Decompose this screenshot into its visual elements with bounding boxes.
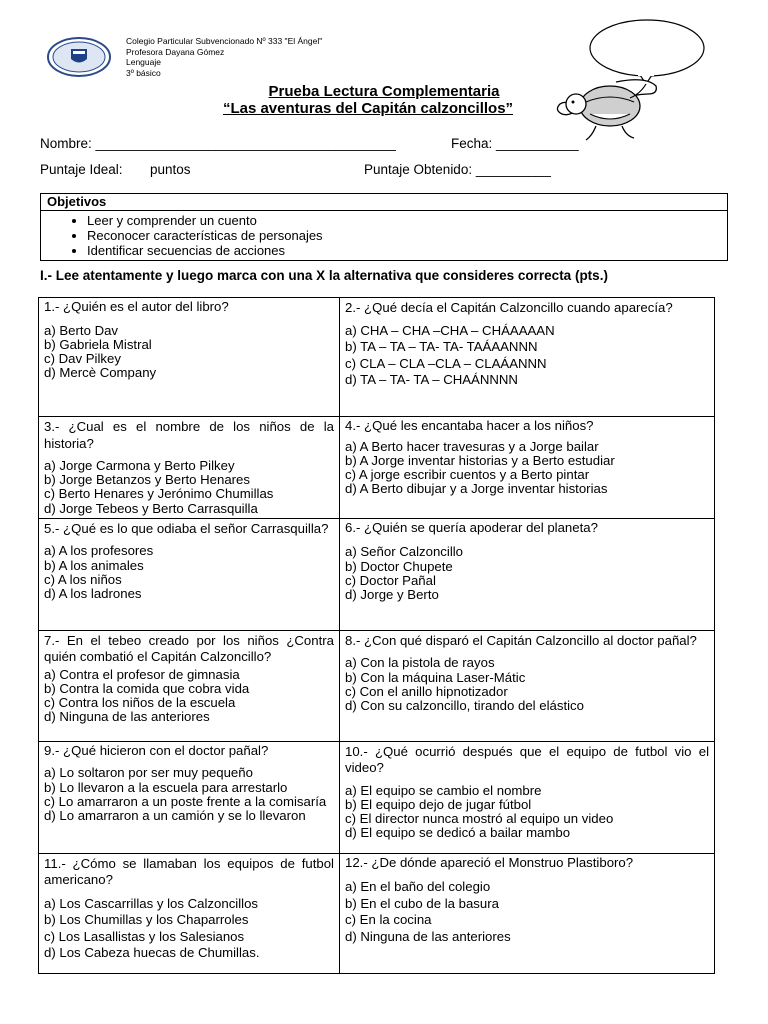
option[interactable]: d) Los Cabeza huecas de Chumillas. xyxy=(44,945,260,961)
question-5-cell xyxy=(39,518,340,630)
option[interactable]: a) En el baño del colegio xyxy=(345,879,491,895)
option[interactable]: b) A Jorge inventar historias y a Berto estudiar xyxy=(345,452,615,468)
option[interactable]: d) A Berto dibujar y a Jorge inventar historias xyxy=(345,481,608,497)
option[interactable]: d) Ninguna de las anteriores xyxy=(345,928,511,944)
option[interactable]: c) En la cocina xyxy=(345,912,432,928)
option[interactable]: a) Jorge Carmona y Berto Pilkey xyxy=(44,458,235,473)
option[interactable]: b) El equipo dejo de jugar fútbol xyxy=(345,797,532,813)
school-name: Colegio Particular Subvencionado Nº 333 "El Ángel" xyxy=(126,36,323,46)
option[interactable]: c) Con el anillo hipnotizador xyxy=(345,683,508,699)
question-9-cell xyxy=(39,741,340,853)
question-10-text: 10.- ¿Qué ocurrió después que el equipo de futbol vio el video? xyxy=(345,743,709,776)
option[interactable]: c) Lo amarraron a un poste frente a la comisaría xyxy=(44,793,327,809)
question-4-options xyxy=(345,440,709,497)
option[interactable]: d) Jorge Tebeos y Berto Carrasquilla xyxy=(44,500,258,516)
option[interactable]: b) En el cubo de la basura xyxy=(345,895,499,911)
option[interactable]: d) Mercè Company xyxy=(44,365,157,381)
option[interactable]: d) Ninguna de las anteriores xyxy=(44,709,210,725)
question-11-text: 11.- ¿Cómo se llamaban los equipos de futbol americano? xyxy=(44,855,334,888)
option[interactable]: c) Berto Henares y Jerónimo Chumillas xyxy=(44,486,274,502)
option[interactable]: a) Berto Dav xyxy=(44,322,119,338)
option[interactable]: b) Los Chumillas y los Chaparroles xyxy=(44,912,249,928)
obtained-score-field[interactable]: Puntaje Obtenido: __________ xyxy=(364,162,551,177)
question-7-options xyxy=(44,668,334,725)
option[interactable]: a) El equipo se cambio el nombre xyxy=(345,782,542,798)
option[interactable]: c) A jorge escribir cuentos y a Berto pintar xyxy=(345,466,590,482)
question-1-text: 1.- ¿Quién es el autor del libro? xyxy=(44,299,229,314)
option[interactable]: b) Gabriela Mistral xyxy=(44,336,152,352)
ideal-score-label: Puntaje Ideal: xyxy=(40,162,123,177)
questions-table xyxy=(38,297,715,974)
option[interactable]: c) Doctor Pañal xyxy=(345,572,436,588)
question-10-cell xyxy=(340,741,715,853)
option[interactable]: c) Dav Pilkey xyxy=(44,350,121,366)
objective-item: • Leer y comprender un cuento xyxy=(87,213,727,228)
option[interactable]: a) A Berto hacer travesuras y a Jorge bailar xyxy=(345,438,599,454)
question-2-cell xyxy=(340,298,715,417)
option[interactable]: d) El equipo se dedicó a bailar mambo xyxy=(345,825,571,841)
option[interactable]: c) CLA – CLA –CLA – CLAÁANNN xyxy=(345,355,547,371)
option[interactable]: b) Lo llevaron a la escuela para arrestarlo xyxy=(44,779,288,795)
school-logo xyxy=(46,36,112,78)
question-5-options xyxy=(44,544,334,601)
subject: Lenguaje xyxy=(126,57,161,67)
page-title: Prueba Lectura Complementaria xyxy=(268,83,500,100)
date-field[interactable]: Fecha: ___________ xyxy=(451,136,579,151)
option[interactable]: a) A los profesores xyxy=(44,543,154,559)
option[interactable]: d) Lo amarraron a un camión y se lo llevaron xyxy=(44,807,306,823)
objectives-heading: Objetivos xyxy=(41,194,727,211)
question-9-options xyxy=(44,766,334,823)
option[interactable]: a) Contra el profesor de gimnasia xyxy=(44,666,240,682)
question-12-options xyxy=(345,879,709,945)
objectives-box xyxy=(40,193,728,261)
option[interactable]: c) El director nunca mostró al equipo un video xyxy=(345,811,614,827)
option[interactable]: d) TA – TA- TA – CHAÁNNNN xyxy=(345,372,518,387)
question-4-cell xyxy=(340,417,715,519)
option[interactable]: c) Contra los niños de la escuela xyxy=(44,695,236,711)
question-8-text: 8.- ¿Con qué disparó el Capitán Calzoncillo al doctor pañal? xyxy=(345,632,697,648)
question-1-options xyxy=(44,324,334,381)
objective-item: • Identificar secuencias de acciones xyxy=(87,243,727,258)
question-8-cell xyxy=(340,630,715,741)
question-4-text: 4.- ¿Qué les encantaba hacer a los niños? xyxy=(345,418,594,433)
option[interactable]: b) Jorge Betanzos y Berto Henares xyxy=(44,472,250,488)
question-6-text: 6.- ¿Quién se quería apoderar del planeta? xyxy=(345,519,598,535)
question-7-text: 7.- En el tebeo creado por los niños ¿Contra quién combatió el Capitán Calzoncillo? xyxy=(44,632,334,665)
ideal-score-unit: puntos xyxy=(150,162,191,177)
option[interactable]: c) A los niños xyxy=(44,571,122,587)
question-3-cell xyxy=(39,417,340,519)
option[interactable]: b) A los animales xyxy=(44,557,144,573)
question-5-text: 5.- ¿Qué es lo que odiaba el señor Carrasquilla? xyxy=(44,520,329,536)
book-title: “Las aventuras del Capitán calzoncillos” xyxy=(222,100,514,117)
question-2-text: 2.- ¿Qué decía el Capitán Calzoncillo cuando aparecía? xyxy=(345,300,673,315)
option[interactable]: b) Contra la comida que cobra vida xyxy=(44,681,250,697)
question-12-cell xyxy=(340,853,715,973)
question-6-options xyxy=(345,545,709,602)
option[interactable]: a) Los Cascarrillas y los Calzoncillos xyxy=(44,895,259,911)
grade: 3º básico xyxy=(126,67,161,78)
option[interactable]: a) Con la pistola de rayos xyxy=(345,655,495,671)
question-2-options xyxy=(345,323,709,389)
question-6-cell xyxy=(340,518,715,630)
name-field[interactable]: Nombre: ________________________________________ xyxy=(40,136,396,151)
option[interactable]: d) Con su calzoncillo, tirando del elástico xyxy=(345,697,584,713)
school-info xyxy=(126,36,322,78)
option[interactable]: a) Señor Calzoncillo xyxy=(345,544,464,560)
option[interactable]: b) Con la máquina Laser-Mátic xyxy=(345,669,526,685)
question-11-options xyxy=(44,896,334,962)
objectives-list xyxy=(41,211,727,260)
question-3-options xyxy=(44,459,334,516)
question-11-cell xyxy=(39,853,340,973)
question-12-text: 12.- ¿De dónde apareció el Monstruo Plastiboro? xyxy=(345,854,634,870)
question-1-cell xyxy=(39,298,340,417)
option[interactable]: d) A los ladrones xyxy=(44,585,142,601)
objective-item: • Reconocer características de personajes xyxy=(87,228,727,243)
option[interactable]: a) Lo soltaron por ser muy pequeño xyxy=(44,765,253,781)
option[interactable]: b) Doctor Chupete xyxy=(345,558,453,574)
question-10-options xyxy=(345,784,709,841)
option[interactable]: b) TA – TA – TA- TA- TAÁAANNN xyxy=(345,339,538,354)
question-9-text: 9.- ¿Qué hicieron con el doctor pañal? xyxy=(44,742,269,758)
option[interactable]: d) Jorge y Berto xyxy=(345,586,439,602)
option[interactable]: c) Los Lasallistas y los Salesianos xyxy=(44,928,245,944)
question-7-cell xyxy=(39,630,340,741)
question-8-options xyxy=(345,656,709,713)
question-3-text: 3.- ¿Cual es el nombre de los niños de la historia? xyxy=(44,419,334,451)
instruction-text: I.- Lee atentamente y luego marca con una X la alternativa que consideres correcta (pts.) xyxy=(40,268,608,283)
teacher-name: Profesora Dayana Gómez xyxy=(126,46,225,57)
option[interactable]: a) CHA – CHA –CHA – CHÁAAAAN xyxy=(345,322,555,338)
